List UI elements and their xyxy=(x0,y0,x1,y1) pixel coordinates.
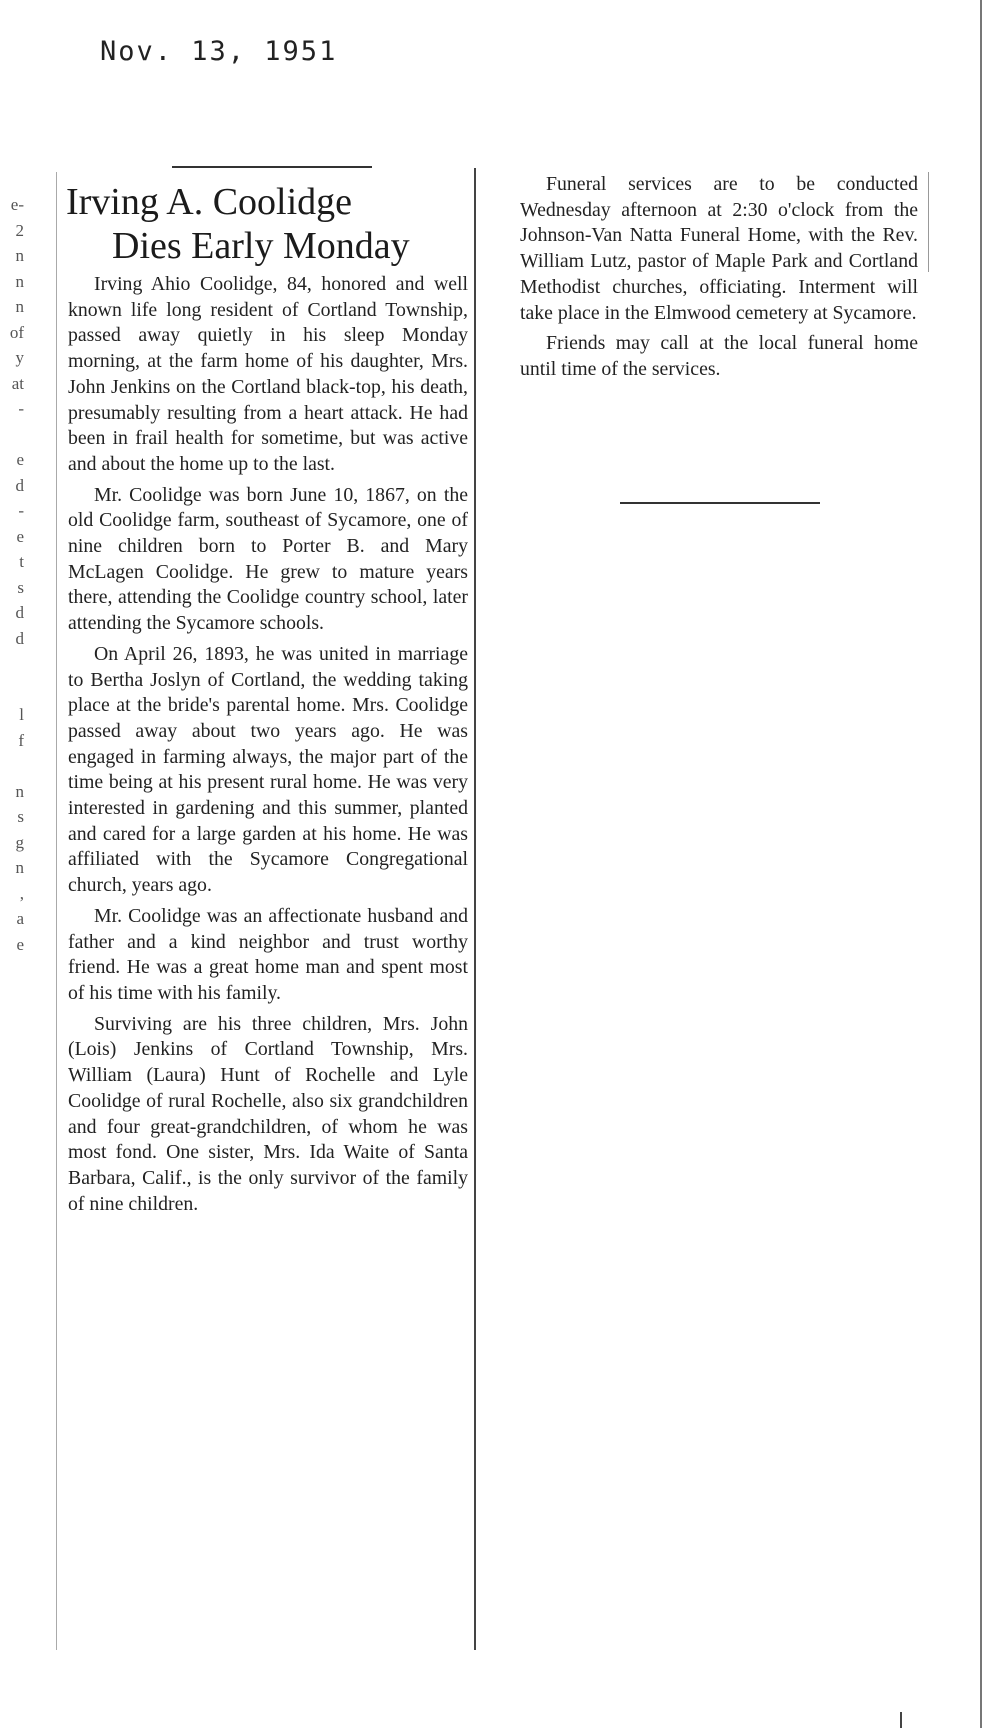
clipping-date: Nov. 13, 1951 xyxy=(100,36,338,67)
edge-fragment: of xyxy=(9,322,24,342)
edge-fragment: a xyxy=(16,909,24,928)
edge-fragment: s xyxy=(17,577,24,597)
edge-fragment: - xyxy=(18,399,24,418)
right-article-column xyxy=(520,172,918,388)
headline-line-2: Dies Early Monday xyxy=(112,225,410,267)
paragraph: Funeral services are to be conducted Wednesday afternoon at 2:30 o'clock from the Johnson-Van Natta Funeral Home, with the Rev. William Lutz, pastor of Maple Park and Cortland Methodist churches, officiating. Interment will take place in the Elmwood cemetery at Sycamore. xyxy=(520,173,918,324)
paragraph: Irving Ahio Coolidge, 84, honored and well known life long resident of Cortland Township, passed away quietly in his sleep Monday morning, at the farm home of his daughter, Mrs. John Jenkins on the Cortland black-top, his death, presumably resulting from a heart attack. He had been in frail health for sometime, but was active and about the home up to the last. xyxy=(68,273,468,475)
edge-fragment: d xyxy=(15,603,24,622)
edge-mark xyxy=(900,1712,902,1728)
edge-fragment xyxy=(2,425,24,451)
adjacent-column-fragments xyxy=(2,195,24,960)
edge-fragment: f xyxy=(18,730,24,750)
edge-fragment: , xyxy=(19,883,24,903)
edge-fragment: n xyxy=(15,858,24,877)
headline-line-1: Irving A. Coolidge xyxy=(66,181,353,223)
edge-fragment: n xyxy=(15,297,24,316)
edge-fragment xyxy=(2,654,24,680)
paragraph: Surviving are his three children, Mrs. John (Lois) Jenkins of Cortland Township, Mrs. William (Laura) Hunt of Rochelle and Lyle Coolidge of rural Rochelle, also six grandchildren and four great-grandchildren, of whom he was most fond. One sister, Mrs. Ida Waite of Santa Barbara, Calif., is the only survivor of the family of nine children. xyxy=(68,1012,468,1215)
headline xyxy=(66,180,470,268)
paragraph: On April 26, 1893, he was united in marriage to Bertha Joslyn of Cortland, the wedding taking place at the bride's parental home. Mrs. Coolidge passed away about two years ago. He was engaged in farming always, the major part of the time being at his present rural home. He was very interested in gardening and this summer, planted and cared for a large garden at his home. He was affiliated with the Sycamore Congregational church, years ago. xyxy=(68,642,468,897)
edge-fragment: l xyxy=(19,705,24,724)
right-column-border xyxy=(928,172,929,272)
left-column-border xyxy=(56,172,57,1650)
headline-top-rule xyxy=(172,166,372,168)
edge-fragment: y xyxy=(15,348,24,367)
edge-fragment: s xyxy=(17,807,24,826)
edge-fragment: at xyxy=(11,373,24,393)
edge-fragment: e xyxy=(16,450,24,469)
edge-fragment: - xyxy=(18,501,24,520)
edge-fragment: n xyxy=(15,246,24,265)
edge-fragment xyxy=(2,680,24,706)
page-edge-line xyxy=(980,0,982,1728)
edge-fragment: d xyxy=(15,475,24,495)
edge-fragment: n xyxy=(15,781,24,801)
end-rule xyxy=(620,502,820,504)
paragraph: Friends may call at the local funeral home until time of the services. xyxy=(520,332,918,380)
edge-fragment: g xyxy=(15,832,24,852)
edge-fragment: e xyxy=(16,934,24,954)
edge-fragment xyxy=(2,756,24,782)
edge-fragment: e- xyxy=(10,195,24,214)
edge-fragment: n xyxy=(15,271,24,291)
column-divider xyxy=(474,168,476,1650)
paragraph: Mr. Coolidge was born June 10, 1867, on the old Coolidge farm, southeast of Sycamore, one of nine children born to Porter B. and Mary McLagen Coolidge. He grew to mature years there, attending the Coolidge country school, later attending the Sycamore schools. xyxy=(68,483,468,635)
edge-fragment: d xyxy=(15,628,24,648)
paragraph: Mr. Coolidge was an affectionate husband and father and a kind neighbor and trust worthy friend. He was a great home man and spent most of his time with his family. xyxy=(68,904,468,1004)
left-article-column xyxy=(68,272,468,1222)
edge-fragment: t xyxy=(19,552,24,571)
edge-fragment: 2 xyxy=(15,220,24,240)
edge-fragment: e xyxy=(16,526,24,546)
